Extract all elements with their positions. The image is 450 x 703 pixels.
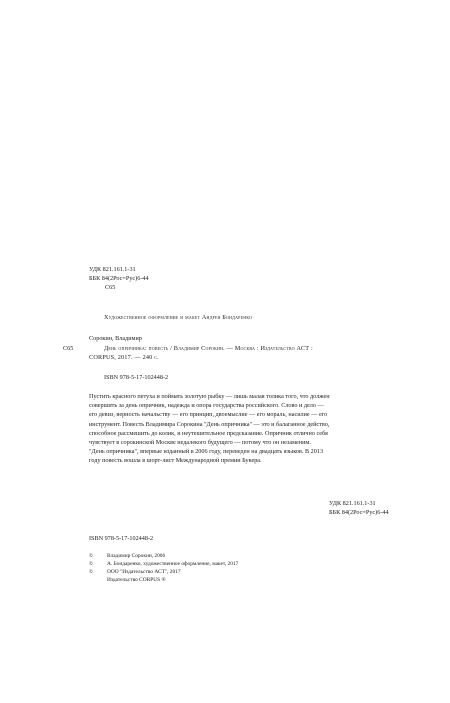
author-mark-side: С65 xyxy=(63,345,74,352)
design-credit: Художественное оформление и макет Андрея Бондаренко xyxy=(104,314,253,321)
annotation-line: Пустить красного петуха и поймать золотую рыбку — лишь малая толика того, что должен xyxy=(89,393,330,400)
isbn-bottom: ISBN 978-5-17-102448-2 xyxy=(89,535,154,542)
annotation xyxy=(89,392,389,466)
udk-code: УДК 821.161.1-31 xyxy=(89,266,136,273)
copyright-text: Издательство CORPUS ® xyxy=(107,577,166,583)
copyright-line xyxy=(89,560,238,568)
copyright-symbol: © xyxy=(89,561,94,567)
annotation-line: чувствует в сорокинской Москве недалекого будущего — потому что он незаменим. xyxy=(89,439,311,447)
bbk-code: ББК 84(2Рос=Рус)6-44 xyxy=(89,275,149,282)
copyright-line xyxy=(89,568,181,576)
annotation-line: инструмент. Повесть Владимира Сорокина "День опричника" — это и балаганное действо, xyxy=(89,420,330,428)
copyright-text: ООО "Издательство АСТ", 2017 xyxy=(107,569,181,575)
author-heading: Сорокин, Владимир xyxy=(89,335,142,342)
copyright-text: Владимир Сорокин, 2006 xyxy=(107,553,166,559)
udk-code-bottom: УДК 821.161.1-31 xyxy=(329,500,376,507)
copyright-line xyxy=(89,576,166,584)
copyright-text: А. Бондаренко, художественное оформление, макет, 2017 xyxy=(107,561,239,567)
bib-description-line-2: CORPUS, 2017. — 240 с. xyxy=(89,354,159,361)
annotation-line: совершить за день опричник, надежда и опора государства российского. Слово и дело — xyxy=(89,402,324,410)
author-mark: С65 xyxy=(105,284,116,291)
annotation-line: его девиз, верность начальству — его принцип, двоемыслие — его мораль, насилие — его xyxy=(89,411,328,419)
copyright-symbol: © xyxy=(89,553,94,559)
bbk-code-bottom: ББК 84(2Рос=Рус)6-44 xyxy=(329,509,389,516)
annotation-line: "День опричника", впервые изданный в 2006 году, переведен на двадцать языков. В 2013 xyxy=(89,448,324,456)
annotation-line: году повесть вошла в шорт-лист Международной премии Букера. xyxy=(89,457,262,465)
copyright-symbol: © xyxy=(89,569,94,575)
copyright-line xyxy=(89,552,165,560)
bib-description-line-1: День опричника: повесть / Владимир Сорокин. — Москва : Издательство АСТ : xyxy=(104,345,313,352)
classification-block-top xyxy=(89,265,149,292)
annotation-line: способное рассмешить до колик, и неутешительное предсказание. Опричник отлично себя xyxy=(89,429,328,437)
isbn-top: ISBN 978-5-17-102448-2 xyxy=(104,374,169,381)
